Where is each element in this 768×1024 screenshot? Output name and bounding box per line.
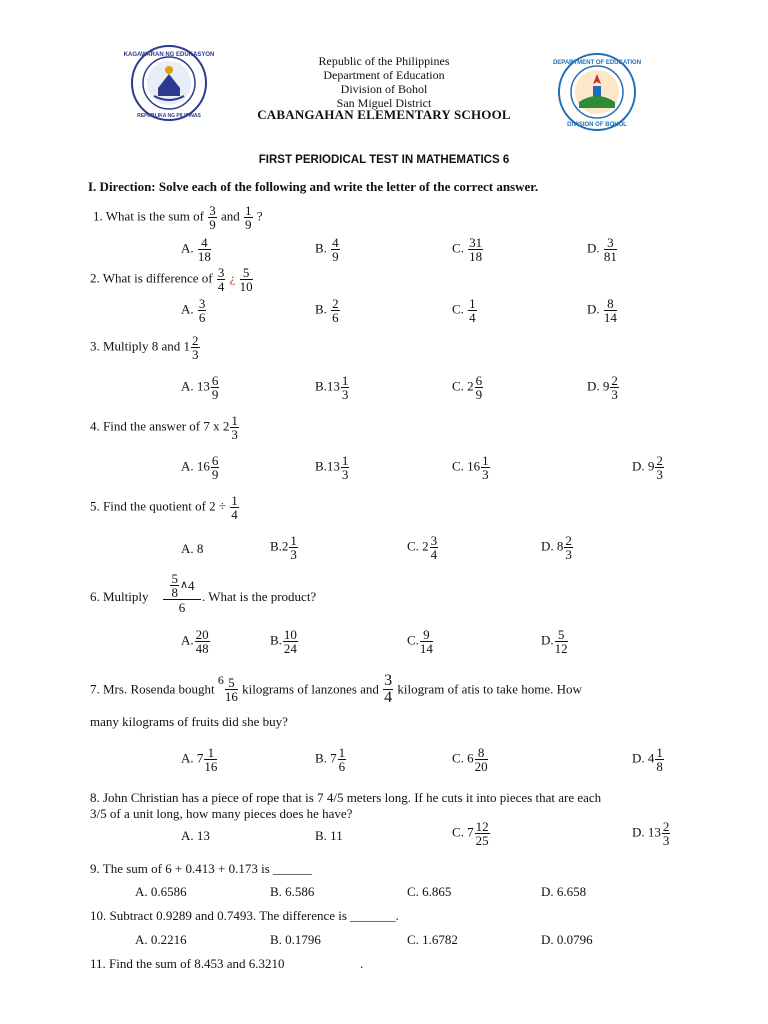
q9-option-a[interactable]: A. 0.6586 <box>135 884 187 899</box>
question-3: 3. Multiply 8 and 1 $\frac{2}{3}$ <box>90 333 199 362</box>
q2-option-b[interactable]: B. $\frac{2}{6}$ <box>315 296 339 325</box>
question-7: 7. Mrs. Rosenda bought 6 $\frac{5}{16}$ kilograms of lanzones and $\frac{3}{4}$ kilogram of atis to take home. How <box>90 672 582 706</box>
q8-option-b[interactable]: B. 11 <box>315 828 343 843</box>
q5-option-a[interactable]: A. 8 <box>181 541 204 556</box>
question-5: 5. Find the quotient of 2 ÷ $\frac{1}{4}$ <box>90 493 238 522</box>
q10-option-a[interactable]: A. 0.2216 <box>135 932 187 947</box>
question-6-end: . What is the product? <box>202 589 317 604</box>
q5-option-c[interactable]: C. 2 $\frac{3}{4}$ <box>407 533 438 562</box>
question-4: 4. Find the answer of 7 x 2 $\frac{1}{3}$ <box>90 413 238 442</box>
question-2: 2. What is difference of $\frac{3}{4}$ ¿ $\frac{5}{10}$ <box>90 265 253 294</box>
svg-text:REPUBLIKA NG PILIPINAS: REPUBLIKA NG PILIPINAS <box>137 113 201 119</box>
question-6-complex-fraction: $\frac{5}{8}$ ∧4 6 <box>163 572 201 615</box>
q2-option-d[interactable]: D. $\frac{8}{14}$ <box>587 296 617 325</box>
question-8-line2: 3/5 of a unit long, how many pieces does he have? <box>90 806 353 821</box>
svg-text:DIVISION OF BOHOL: DIVISION OF BOHOL <box>567 122 627 128</box>
q6-option-c[interactable]: C. $\frac{9}{14}$ <box>407 627 433 656</box>
q7-option-c[interactable]: C. 6 $\frac{8}{20}$ <box>452 745 488 774</box>
header-department: Department of Education <box>323 68 445 82</box>
q1-option-c[interactable]: C. $\frac{31}{18}$ <box>452 235 483 264</box>
q9-option-d[interactable]: D. 6.658 <box>541 884 587 899</box>
q10-option-b[interactable]: B. 0.1796 <box>270 932 321 947</box>
q2-option-c[interactable]: C. $\frac{1}{4}$ <box>452 296 476 325</box>
test-title: FIRST PERIODICAL TEST IN MATHEMATICS 6 <box>258 154 510 166</box>
header-division: Division of Bohol <box>340 82 428 96</box>
q1-option-d[interactable]: D. $\frac{3}{81}$ <box>587 235 617 264</box>
q8-option-a[interactable]: A. 13 <box>181 828 210 843</box>
q6-option-b[interactable]: B. $\frac{10}{24}$ <box>270 627 297 656</box>
q3-option-b[interactable]: B.13 $\frac{1}{3}$ <box>315 373 349 402</box>
q4-option-a[interactable]: A. 16 $\frac{6}{9}$ <box>181 453 219 482</box>
q7-option-a[interactable]: A. 7 $\frac{1}{16}$ <box>181 745 218 774</box>
question-1: 1. What is the sum of $\frac{3}{9}$ and $\frac{1}{9}$ ? <box>93 203 263 232</box>
q10-option-c[interactable]: C. 1.6782 <box>407 932 458 947</box>
question-10: 10. Subtract 0.9289 and 0.7493. The difference is _______. <box>90 908 399 923</box>
direction-text: I. Direction: Solve each of the following and write the letter of the correct answer. <box>88 179 539 194</box>
q4-option-b[interactable]: B.13 $\frac{1}{3}$ <box>315 453 349 482</box>
school-name: CABANGAHAN ELEMENTARY SCHOOL <box>257 107 511 122</box>
q10-option-d[interactable]: D. 0.0796 <box>541 932 593 947</box>
header-district: San Miguel District <box>336 96 432 110</box>
q4-option-d[interactable]: D. 9 $\frac{2}{3}$ <box>632 453 663 482</box>
q1-option-a[interactable]: A. $\frac{4}{18}$ <box>181 235 211 264</box>
q6-option-a[interactable]: A. $\frac{20}{48}$ <box>181 627 209 656</box>
q8-option-d[interactable]: D. 13 $\frac{2}{3}$ <box>632 819 670 848</box>
svg-text:KAGAWARAN NG EDUKASYON: KAGAWARAN NG EDUKASYON <box>123 52 215 58</box>
header-republic: Republic of the Philippines <box>318 54 450 68</box>
question-11-dot: . <box>360 956 364 971</box>
q3-option-c[interactable]: C. 2 $\frac{6}{9}$ <box>452 373 483 402</box>
q9-option-c[interactable]: C. 6.865 <box>407 884 452 899</box>
q3-option-a[interactable]: A. 13 $\frac{6}{9}$ <box>181 373 219 402</box>
q7-option-d[interactable]: D. 4 $\frac{1}{8}$ <box>632 745 663 774</box>
q5-option-d[interactable]: D. 8 $\frac{2}{3}$ <box>541 533 572 562</box>
question-11: 11. Find the sum of 8.453 and 6.3210 <box>90 956 285 971</box>
q9-option-b[interactable]: B. 6.586 <box>270 884 315 899</box>
q3-option-d[interactable]: D. 9 $\frac{2}{3}$ <box>587 373 618 402</box>
q6-option-d[interactable]: D. $\frac{5}{12}$ <box>541 627 568 656</box>
q8-option-c[interactable]: C. 7 $\frac{12}{25}$ <box>452 819 489 848</box>
question-7-line2: many kilograms of fruits did she buy? <box>90 714 288 729</box>
q2-option-a[interactable]: A. $\frac{3}{6}$ <box>181 296 206 325</box>
q1-option-b[interactable]: B. $\frac{4}{9}$ <box>315 235 339 264</box>
svg-text:DEPARTMENT OF EDUCATION: DEPARTMENT OF EDUCATION <box>552 60 642 66</box>
q5-option-b[interactable]: B.2 $\frac{1}{3}$ <box>270 533 297 562</box>
q4-option-c[interactable]: C. 16 $\frac{1}{3}$ <box>452 453 489 482</box>
question-9: 9. The sum of 6 + 0.413 + 0.173 is ______ <box>90 861 313 876</box>
question-6-label: 6. Multiply <box>90 589 149 604</box>
question-8-line1: 8. John Christian has a piece of rope that is 7 4/5 meters long. If he cuts it into pieces that are each <box>90 790 602 805</box>
q7-option-b[interactable]: B. 7 $\frac{1}{6}$ <box>315 745 346 774</box>
